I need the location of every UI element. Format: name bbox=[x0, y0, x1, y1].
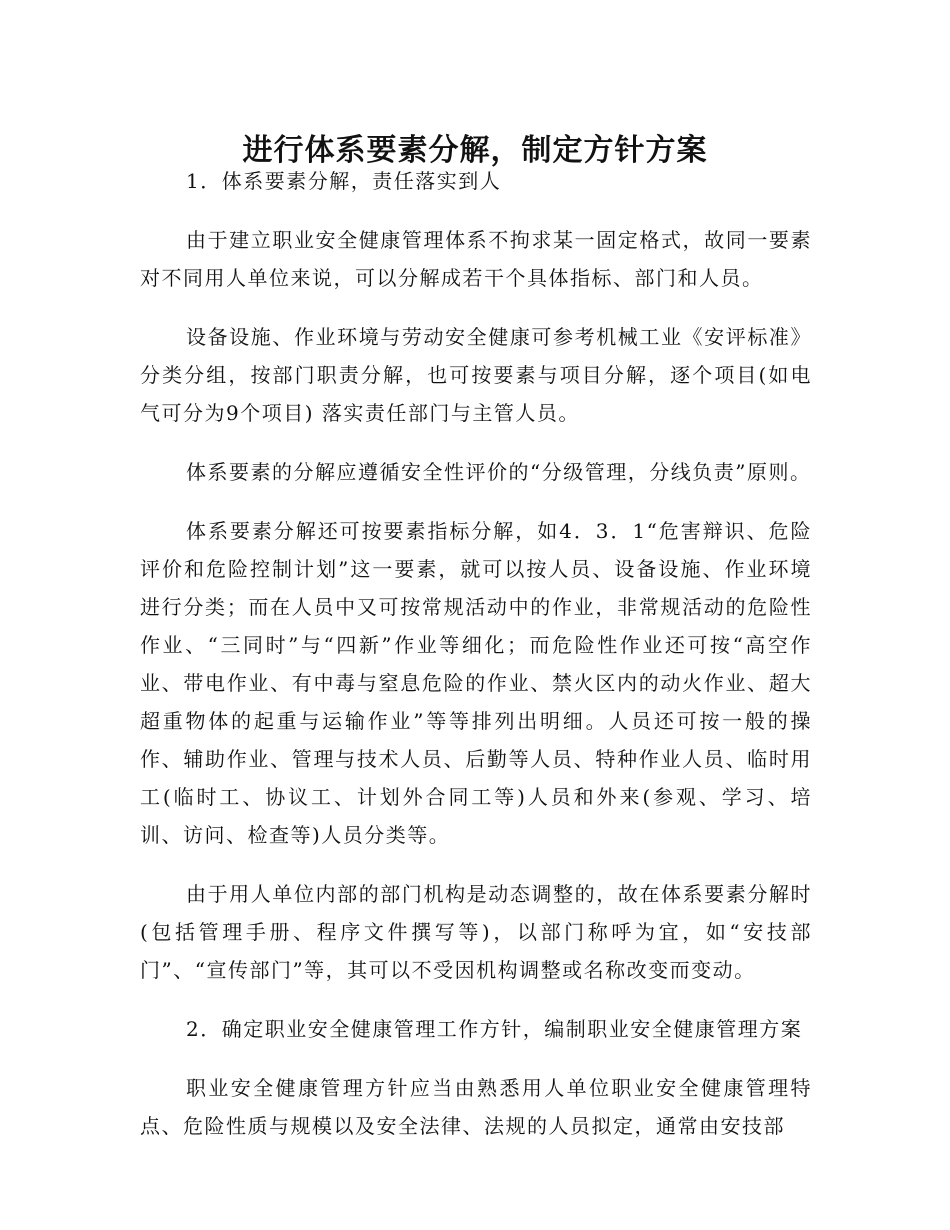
body-paragraph: 职业安全健康管理方针应当由熟悉用人单位职业安全健康管理特点、危险性质与规模以及安全法律、法规的人员拟定，通常由安技部 bbox=[140, 1076, 812, 1138]
section-heading-1: 1．体系要素分解，责任落实到人 bbox=[186, 169, 502, 193]
body-paragraph: 设备设施、作业环境与劳动安全健康可参考机械工业《安评标准》分类分组，按部门职责分解，也可按要素与项目分解，逐个项目(如电气可分为9个项目) 落实责任部门与主管人员。 bbox=[140, 325, 812, 425]
body-paragraph: 由于用人单位内部的部门机构是动态调整的，故在体系要素分解时(包括管理手册、程序文件撰写等)，以部门称呼为宜，如“安技部门”、“宣传部门”等，其可以不受因机构调整或名称改变而变动。 bbox=[140, 882, 812, 982]
body-paragraph: 由于建立职业安全健康管理体系不拘求某一固定格式，故同一要素对不同用人单位来说，可以分解成若干个具体指标、部门和人员。 bbox=[140, 228, 812, 290]
body-paragraph: 体系要素分解还可按要素指标分解，如4．3．1“危害辩识、危险评价和危险控制计划”这一要素，就可以按人员、设备设施、作业环境进行分类；而在人员中又可按常规活动中的作业，非常规活动的危险性作业、“三同时”与“四新”作业等细化；而危险性作业还可按“高空作业、带电作业、有中毒与窒息危险的作业、禁火区内的动火作业、超大超重物体的起重与运输作业”等等排列出明细。人员还可按一般的操作、辅助作业、管理与技术人员、后勤等人员、特种作业人员、临时用工(临时工、协议工、计划外合同工等)人员和外来(参观、学习、培训、访问、检查等)人员分类等。 bbox=[140, 519, 812, 847]
document-title: 进行体系要素分解，制定方针方案 bbox=[242, 133, 708, 169]
body-paragraph: 体系要素的分解应遵循安全性评价的“分级管理，分线负责”原则。 bbox=[186, 460, 812, 484]
section-heading-2: 2．确定职业安全健康管理工作方针，编制职业安全健康管理方案 bbox=[186, 1017, 803, 1041]
document-body bbox=[140, 162, 812, 1166]
